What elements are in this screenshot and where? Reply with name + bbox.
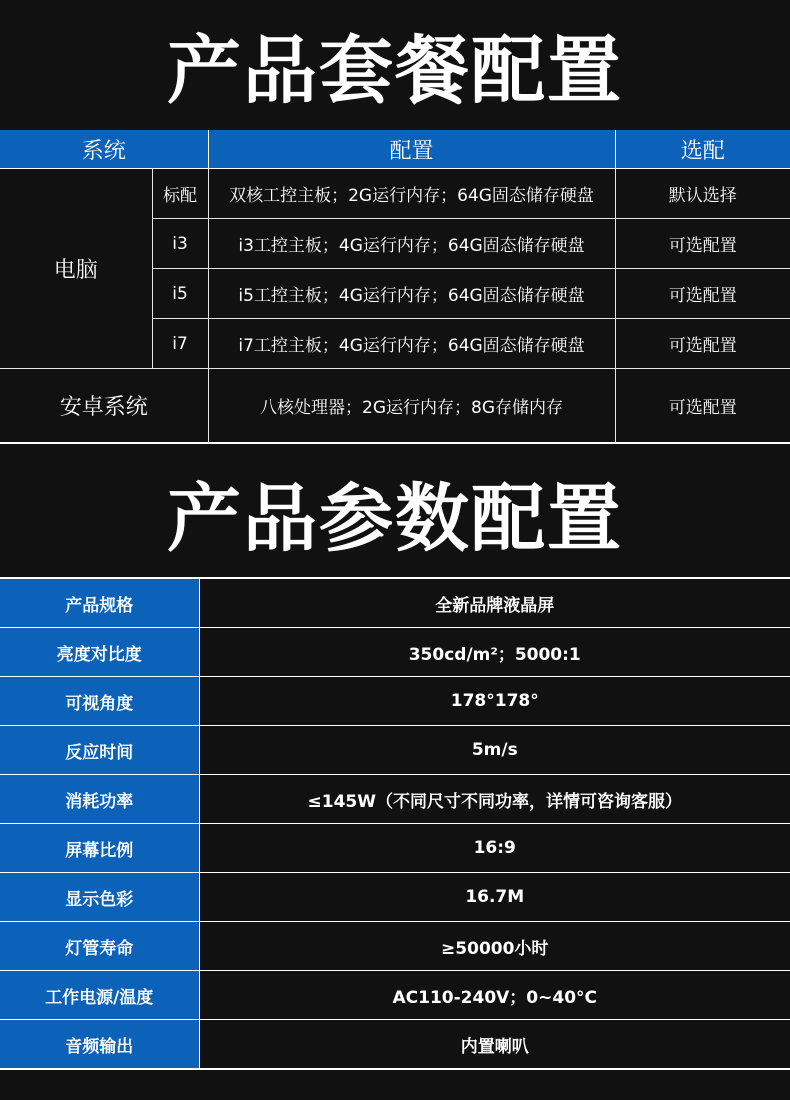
spec-value: ≤145W（不同尺寸不同功率，详情可咨询客服） bbox=[199, 775, 790, 824]
spec-key: 亮度对比度 bbox=[0, 628, 199, 677]
option-cell: 可选配置 bbox=[615, 269, 790, 319]
system-android-label: 安卓系统 bbox=[0, 369, 208, 444]
table-row bbox=[0, 1020, 790, 1070]
spec-key: 反应时间 bbox=[0, 726, 199, 775]
config-cell: i3工控主板；4G运行内存；64G固态储存硬盘 bbox=[208, 219, 615, 269]
config-cell: 八核处理器；2G运行内存；8G存储内存 bbox=[208, 369, 615, 444]
spec-key: 灯管寿命 bbox=[0, 922, 199, 971]
spec-value: ≥50000小时 bbox=[199, 922, 790, 971]
table-row bbox=[0, 369, 790, 444]
spec-key: 工作电源/温度 bbox=[0, 971, 199, 1020]
config-cell: 双核工控主板；2G运行内存；64G固态储存硬盘 bbox=[208, 169, 615, 219]
spec-key: 可视角度 bbox=[0, 677, 199, 726]
spec-value: AC110-240V；0~40°C bbox=[199, 971, 790, 1020]
option-cell: 可选配置 bbox=[615, 369, 790, 444]
header-option: 选配 bbox=[615, 130, 790, 169]
spec-key: 消耗功率 bbox=[0, 775, 199, 824]
table-row bbox=[0, 922, 790, 971]
header-system: 系统 bbox=[0, 130, 208, 169]
spec-value: 5m/s bbox=[199, 726, 790, 775]
spec-table bbox=[0, 577, 790, 1070]
spec-value: 16.7M bbox=[199, 873, 790, 922]
model-cell: i7 bbox=[152, 319, 208, 369]
table-row bbox=[0, 628, 790, 677]
spec-value: 全新品牌液晶屏 bbox=[199, 578, 790, 628]
config-cell: i7工控主板；4G运行内存；64G固态储存硬盘 bbox=[208, 319, 615, 369]
spec-section-title: 产品参数配置 bbox=[167, 476, 623, 562]
model-cell: i5 bbox=[152, 269, 208, 319]
package-table-header bbox=[0, 130, 790, 169]
spec-key: 屏幕比例 bbox=[0, 824, 199, 873]
table-row bbox=[0, 578, 790, 628]
header-config: 配置 bbox=[208, 130, 615, 169]
table-row bbox=[0, 169, 790, 219]
table-row bbox=[0, 677, 790, 726]
spec-key: 音频输出 bbox=[0, 1020, 199, 1070]
option-cell: 默认选择 bbox=[615, 169, 790, 219]
spec-value: 178°178° bbox=[199, 677, 790, 726]
table-row bbox=[0, 824, 790, 873]
config-cell: i5工控主板；4G运行内存；64G固态储存硬盘 bbox=[208, 269, 615, 319]
package-config-table bbox=[0, 130, 790, 444]
package-section-title: 产品套餐配置 bbox=[167, 28, 623, 114]
spec-key: 产品规格 bbox=[0, 578, 199, 628]
option-cell: 可选配置 bbox=[615, 319, 790, 369]
spec-value: 16:9 bbox=[199, 824, 790, 873]
table-row bbox=[0, 775, 790, 824]
spec-value: 内置喇叭 bbox=[199, 1020, 790, 1070]
model-cell: i3 bbox=[152, 219, 208, 269]
model-cell: 标配 bbox=[152, 169, 208, 219]
table-row bbox=[0, 726, 790, 775]
spec-key: 显示色彩 bbox=[0, 873, 199, 922]
table-row bbox=[0, 971, 790, 1020]
option-cell: 可选配置 bbox=[615, 219, 790, 269]
table-row bbox=[0, 873, 790, 922]
system-pc-label: 电脑 bbox=[0, 169, 152, 369]
spec-value: 350cd/m²；5000:1 bbox=[199, 628, 790, 677]
